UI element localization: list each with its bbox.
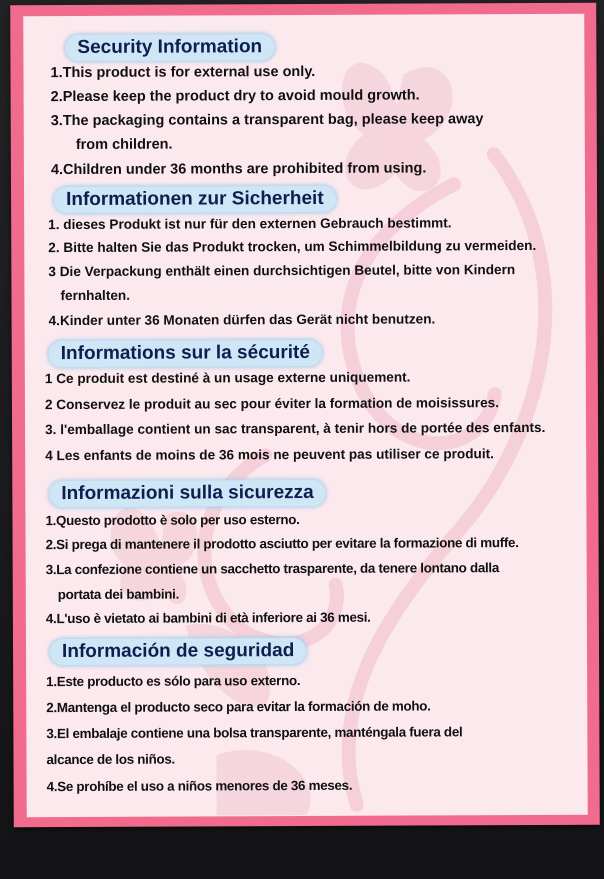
es-line-2: 2.Mantenga el producto seco para evitar la formación de moho.	[46, 698, 431, 716]
fr-line-1: 1 Ce produit est destiné à un usage externe uniquement.	[44, 369, 411, 387]
card-content	[23, 14, 587, 817]
heading-informacion-de-seguridad: Información de seguridad	[50, 638, 306, 665]
it-line-2: 2.Si prega di mantenere il prodotto asciutto per evitare la formazione di muffe.	[45, 535, 519, 553]
en-line-1: 1.This product is for external use only.	[50, 63, 316, 82]
en-line-4: 4.Children under 36 months are prohibited from using.	[50, 160, 427, 179]
it-line-4: 4.L'uso è vietato ai bambini di età inferiore ai 36 mesi.	[45, 609, 371, 627]
en-line-3: 3.The packaging contains a transparent bag, please keep away	[50, 111, 484, 130]
heading-informationen-zur-sicherheit: Informationen zur Sicherheit	[54, 186, 336, 213]
it-line-3-cont: portata dei bambini.	[57, 586, 180, 603]
it-line-1: 1.Questo prodotto è solo per uso esterno.	[45, 512, 300, 529]
fr-line-2: 2 Conservez le produit au sec pour éviter la formation de moisissures.	[44, 395, 500, 413]
de-line-4: 4.Kinder unter 36 Monaten dürfen das Gerät nicht benutzen.	[48, 311, 436, 329]
de-line-3: 3 Die Verpackung enthält einen durchsichtigen Beutel, bitte von Kindern	[48, 262, 516, 280]
es-line-3: 3.El embalaje contiene una bolsa transparente, manténgala fuera del	[46, 724, 463, 742]
en-line-3-cont: from children.	[75, 136, 173, 153]
heading-informations-sur-la-securite: Informations sur la sécurité	[49, 340, 322, 367]
de-line-1: 1. dieses Produkt ist nur für den externen Gebrauch bestimmt.	[48, 215, 452, 233]
en-line-2: 2.Please keep the product dry to avoid mould growth.	[50, 87, 420, 106]
heading-security-information: Security Information	[65, 34, 274, 61]
es-line-1: 1.Este producto es sólo para uso externo.	[46, 673, 301, 690]
es-line-3-cont: alcance de los niños.	[46, 751, 175, 768]
de-line-3-cont: fernhalten.	[60, 287, 131, 304]
fr-line-3: 3. l'emballage contient un sac transparent, à tenir hors de portée des enfants.	[45, 419, 546, 438]
it-line-3: 3.La confezione contiene un sacchetto trasparente, da tenere lontano dalla	[45, 560, 499, 578]
es-line-4: 4.Se prohíbe el uso a niños menores de 36 meses.	[46, 777, 353, 795]
card-face	[23, 14, 587, 817]
de-line-2: 2. Bitte halten Sie das Produkt trocken, um Schimmelbildung zu vermeiden.	[48, 237, 537, 256]
fr-line-4: 4 Les enfants de moins de 36 mois ne peuvent pas utiliser ce produit.	[45, 446, 494, 464]
heading-informazioni-sulla-sicurezza: Informazioni sulla sicurezza	[49, 480, 325, 507]
section-english	[23, 14, 584, 179]
safety-info-card	[10, 3, 600, 828]
